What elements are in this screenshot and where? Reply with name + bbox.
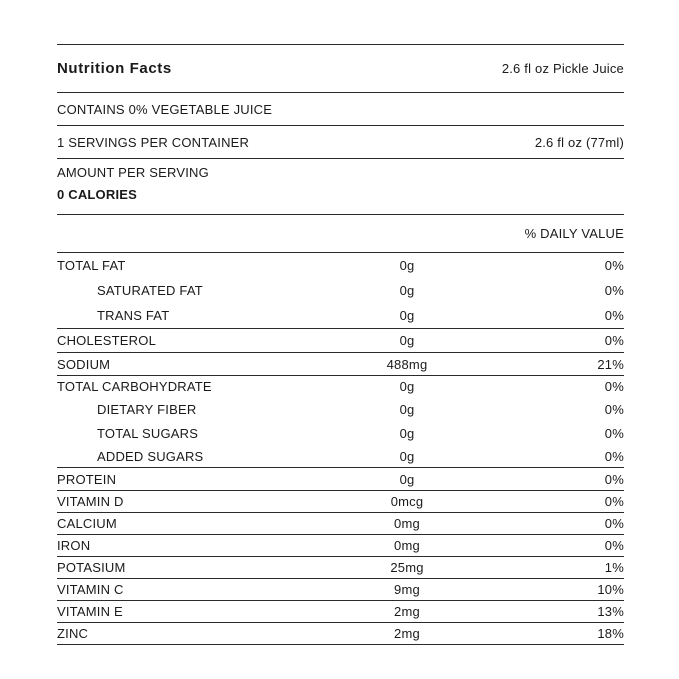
nutrient-amount: 0g: [399, 472, 415, 487]
nutrient-amount: 0g: [399, 426, 415, 441]
nutrient-row: [57, 601, 624, 623]
nutrient-amount: 0g: [399, 379, 415, 394]
nutrient-row: [57, 579, 624, 601]
nutrient-daily-value: 0%: [604, 308, 624, 323]
nutrient-name: TOTAL CARBOHYDRATE: [57, 379, 212, 394]
nutrient-row: [57, 353, 624, 376]
nutrient-name: TOTAL SUGARS: [97, 426, 199, 441]
nutrient-name: SODIUM: [57, 357, 111, 372]
nutrient-daily-value: 18%: [597, 626, 624, 641]
nutrient-amount: 0g: [399, 258, 415, 273]
contains-text: CONTAINS 0% VEGETABLE JUICE: [57, 101, 273, 117]
servings-label: 1 SERVINGS PER CONTAINER: [57, 134, 250, 150]
nutrient-daily-value: 0%: [604, 538, 624, 553]
nutrient-amount: 0mg: [394, 538, 420, 553]
nutrient-daily-value: 0%: [604, 449, 624, 464]
nutrient-daily-value: 0%: [604, 283, 624, 298]
panel-title: Nutrition Facts: [57, 60, 172, 77]
amount-per-serving-label: AMOUNT PER SERVING: [57, 165, 209, 180]
nutrient-row: [57, 513, 624, 535]
nutrient-daily-value: 0%: [604, 333, 624, 348]
nutrient-amount: 0g: [399, 402, 415, 417]
nutrient-daily-value: 10%: [597, 582, 624, 597]
nutrient-name: SATURATED FAT: [97, 283, 203, 298]
nutrient-row: [57, 253, 624, 278]
nutrient-row: [57, 557, 624, 579]
calories-value: 0 CALORIES: [57, 187, 138, 202]
nutrient-name: IRON: [57, 538, 91, 553]
nutrient-name: VITAMIN D: [57, 494, 124, 509]
nutrient-row: [57, 303, 624, 329]
nutrient-amount: 0mg: [394, 516, 420, 531]
nutrient-amount: 2mg: [394, 626, 420, 641]
nutrient-name: CALCIUM: [57, 516, 117, 531]
nutrient-daily-value: 21%: [597, 357, 624, 372]
nutrient-row: [57, 623, 624, 645]
nutrient-amount: 0mcg: [390, 494, 424, 509]
nutrient-amount: 0g: [399, 333, 415, 348]
nutrient-amount: 2mg: [394, 604, 420, 619]
nutrient-row: [57, 376, 624, 397]
amount-per-serving-row: [57, 159, 624, 186]
nutrient-amount: 9mg: [394, 582, 420, 597]
nutrient-amount: 488mg: [386, 357, 428, 372]
nutrient-list: [57, 253, 624, 645]
nutrient-name: TRANS FAT: [97, 308, 170, 323]
nutrient-daily-value: 0%: [604, 258, 624, 273]
nutrient-row: [57, 278, 624, 303]
nutrient-name: DIETARY FIBER: [97, 402, 197, 417]
nutrient-daily-value: 0%: [604, 516, 624, 531]
nutrient-amount: 25mg: [390, 560, 424, 575]
nutrient-name: CHOLESTEROL: [57, 333, 157, 348]
daily-value-header-row: [57, 215, 624, 253]
nutrient-name: TOTAL FAT: [57, 258, 126, 273]
nutrient-amount: 0g: [399, 449, 415, 464]
nutrient-row: [57, 445, 624, 468]
nutrient-row: [57, 491, 624, 513]
nutrient-amount: 0g: [399, 283, 415, 298]
nutrient-row: [57, 397, 624, 421]
nutrient-daily-value: 0%: [604, 426, 624, 441]
nutrient-daily-value: 1%: [604, 560, 624, 575]
nutrient-daily-value: 0%: [604, 379, 624, 394]
nutrition-facts-panel: [57, 44, 624, 645]
nutrient-name: ZINC: [57, 626, 89, 641]
nutrient-daily-value: 0%: [604, 402, 624, 417]
nutrient-name: VITAMIN E: [57, 604, 123, 619]
nutrient-name: VITAMIN C: [57, 582, 124, 597]
servings-row: [57, 126, 624, 159]
contains-row: [57, 93, 624, 126]
nutrient-daily-value: 0%: [604, 494, 624, 509]
nutrient-name: ADDED SUGARS: [97, 449, 204, 464]
nutrient-name: PROTEIN: [57, 472, 117, 487]
nutrient-row: [57, 421, 624, 445]
nutrient-name: POTASIUM: [57, 560, 126, 575]
nutrient-row: [57, 535, 624, 557]
daily-value-header: % DAILY VALUE: [524, 226, 624, 241]
nutrient-row: [57, 468, 624, 491]
nutrient-row: [57, 329, 624, 353]
serving-size: 2.6 fl oz (77ml): [534, 134, 624, 150]
product-name: 2.6 fl oz Pickle Juice: [501, 61, 624, 76]
nutrient-daily-value: 0%: [604, 472, 624, 487]
header-row: [57, 45, 624, 93]
calories-row: [57, 186, 624, 215]
nutrient-amount: 0g: [399, 308, 415, 323]
nutrient-daily-value: 13%: [597, 604, 624, 619]
